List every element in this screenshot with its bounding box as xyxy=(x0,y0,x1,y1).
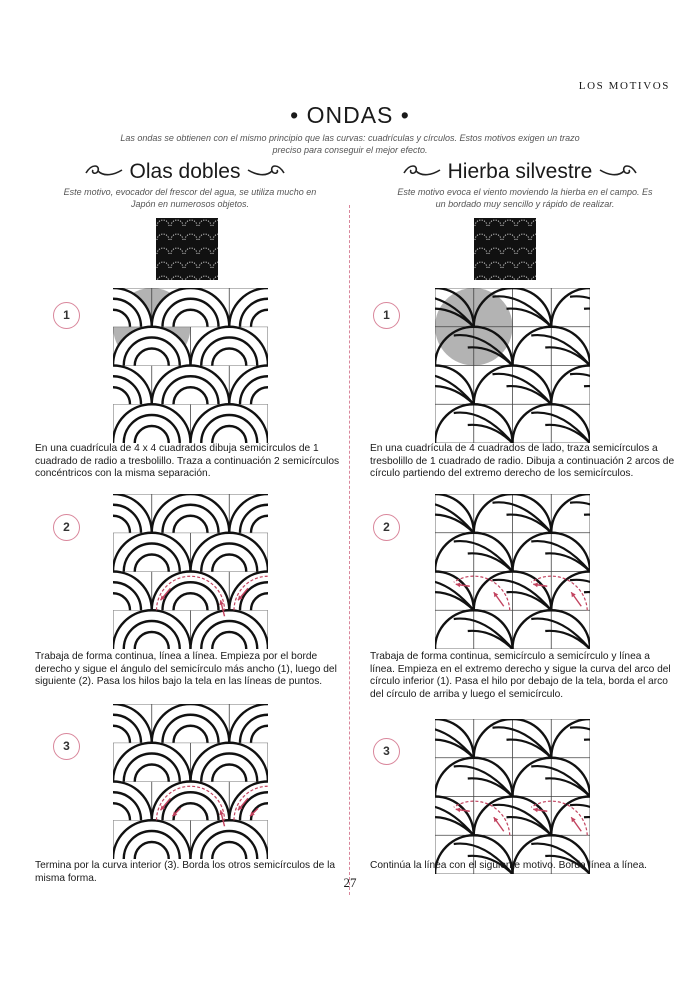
step-instruction: Trabaja de forma continua, línea a línea. Empieza por el borde derecho y sigue el ángulo del semicírculo más ancho (1), luego del siguiente (2). Pasa los hilos bajo la tela en las líneas de puntos. xyxy=(35,651,337,688)
motif-title: Hierba silvestre xyxy=(447,160,593,183)
motif-heading xyxy=(355,156,685,188)
step-instruction: Trabaja de forma continua, semicírculo a semicírculo y línea a línea. Empieza en el extremo derecho y sigue la curva del arco del círculo inferior (1). Pasa el hilo por debajo de la tela, borda el arco del círculo de arriba y luego el semicírculo. xyxy=(370,651,671,700)
step-instruction: Termina por la curva interior (3). Borda los otros semicírculos de la misma forma. xyxy=(35,860,336,884)
motif-description: Este motivo, evocador del frescor del agua, se utiliza mucho en Japón en numerosos objetos. xyxy=(63,187,317,209)
left-column xyxy=(20,0,350,1000)
motif-description: Este motivo evoca el viento moviendo la hierba en el campo. Es un bordado muy sencillo y rápido de realizar. xyxy=(397,187,653,209)
diagram-step-2 xyxy=(113,494,268,649)
diagram-step-1 xyxy=(435,288,590,443)
step-number-badge: 2 xyxy=(373,514,400,541)
step-number-badge: 1 xyxy=(373,302,400,329)
diagram-step-3 xyxy=(435,719,590,874)
motif-heading xyxy=(20,156,350,188)
step-number-badge: 3 xyxy=(373,738,400,765)
motif-title: Olas dobles xyxy=(129,160,241,183)
page-number: 27 xyxy=(343,875,357,890)
step-number-badge: 1 xyxy=(53,302,80,329)
right-column xyxy=(355,0,685,1000)
scroll-ornament-icon xyxy=(84,161,124,184)
embroidery-sample-image xyxy=(474,218,536,280)
diagram-step-1 xyxy=(113,288,268,443)
scroll-ornament-icon xyxy=(402,161,442,184)
step-number-badge: 2 xyxy=(53,514,80,541)
intro-text: Las ondas se obtienen con el mismo principio que las curvas: cuadrículas y círculos. Estos motivos exigen un trazo preciso para conseguir el mejor efecto. xyxy=(120,133,580,155)
step-number-badge: 3 xyxy=(53,733,80,760)
step-instruction: En una cuadrícula de 4 x 4 cuadrados dibuja semicírculos de 1 cuadrado de radio a tresbolillo. Traza a continuación 2 semicírculos concéntricos con la misma separación. xyxy=(35,443,340,480)
diagram-step-2 xyxy=(435,494,590,649)
scroll-ornament-icon xyxy=(598,161,638,184)
page-title: • ONDAS • xyxy=(290,102,410,128)
embroidery-sample-image xyxy=(156,218,218,280)
header-section-label: LOS MOTIVOS xyxy=(578,80,670,92)
scroll-ornament-icon xyxy=(246,161,286,184)
step-instruction: Continúa la línea con el siguiente motivo. Borda línea a línea. xyxy=(370,860,647,871)
diagram-step-3 xyxy=(113,704,268,859)
step-instruction: En una cuadrícula de 4 cuadrados de lado, traza semicírculos a tresbolillo de 1 cuadrado de radio. Dibuja a continuación 2 arcos de círculo partiendo del extremo derecho de los semicírculos. xyxy=(370,443,675,480)
